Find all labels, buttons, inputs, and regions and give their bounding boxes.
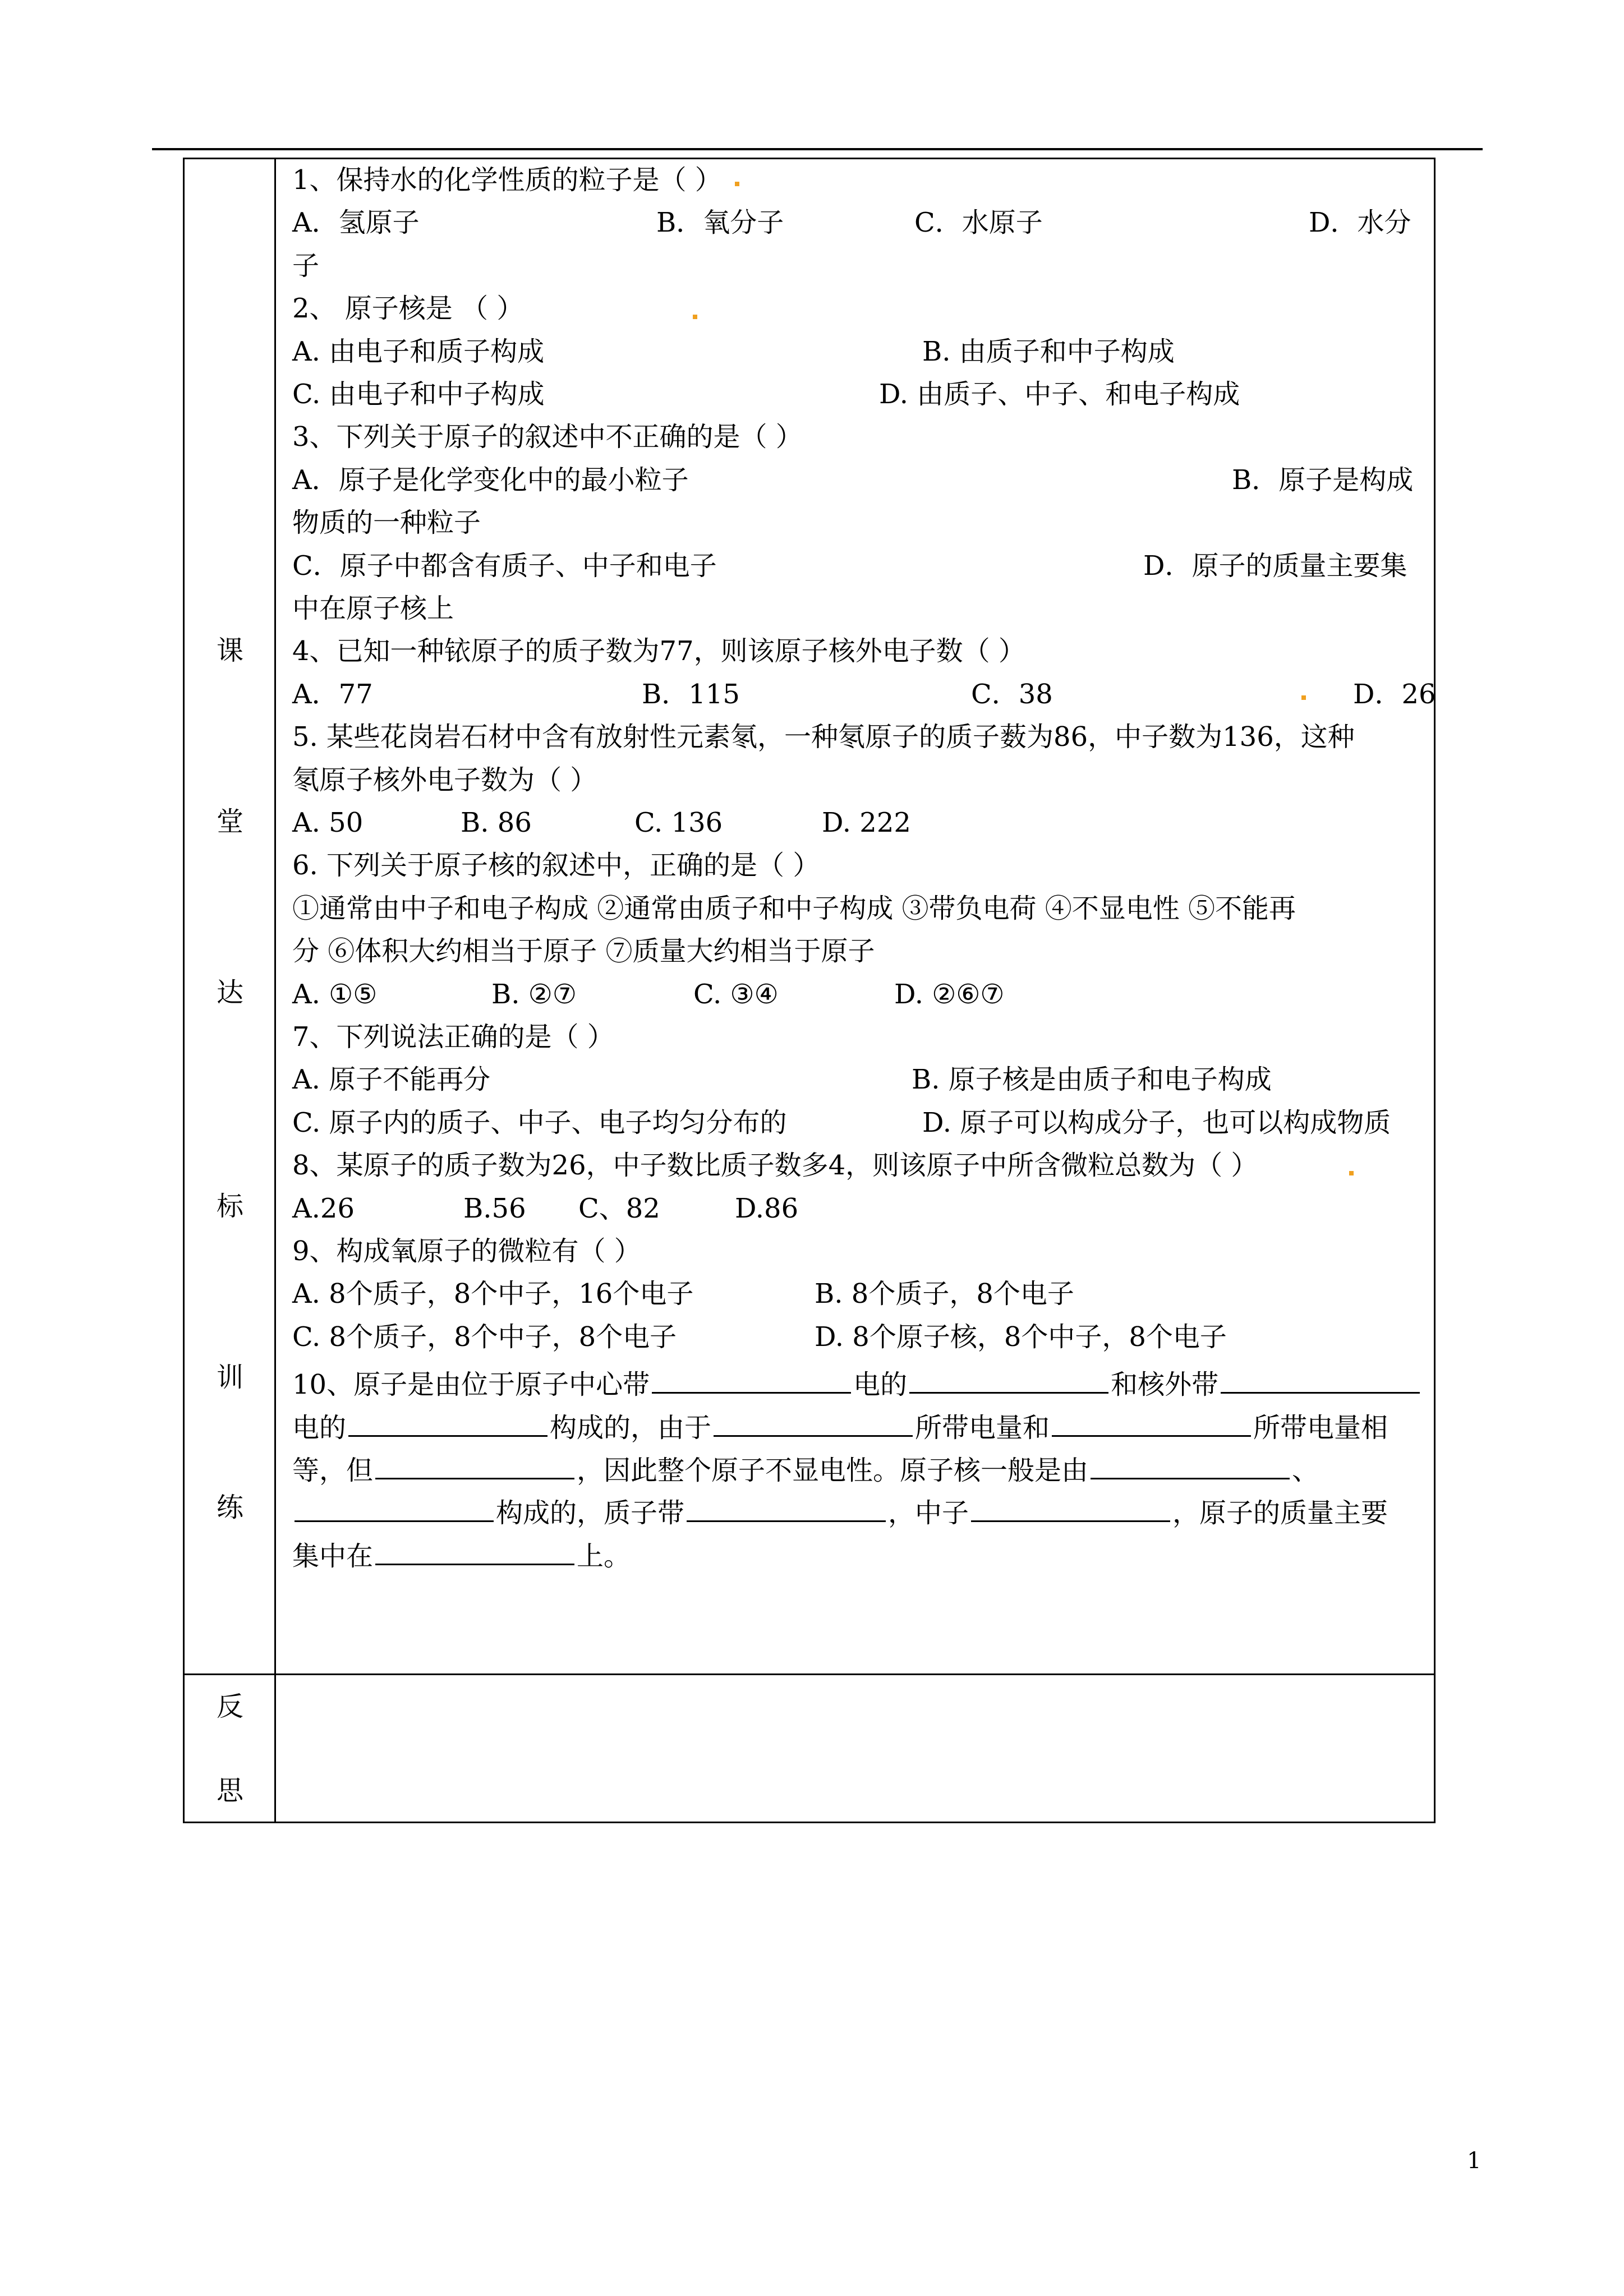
text-line (292, 1530, 1431, 1573)
answer-option: D. 由质子、中子、和电子构成 (879, 379, 1240, 410)
fill-blank[interactable] (687, 1487, 886, 1522)
answer-option: A. 原子不能再分 (292, 1064, 491, 1096)
text-line (292, 587, 1431, 630)
text-line (292, 287, 1431, 330)
text-line (292, 501, 1431, 544)
fill-blank[interactable] (1052, 1401, 1251, 1437)
answer-option: D．水分 (1309, 207, 1411, 239)
text-line (292, 887, 1431, 930)
text-line (292, 801, 1431, 844)
answer-option: A．氢原子 (292, 207, 420, 239)
answer-option: B. 86 (461, 807, 532, 838)
fill-text: 和核外带 (1111, 1369, 1219, 1401)
marker-dot (735, 182, 739, 186)
statement-list: 分 ⑥体积大约相当于原子 ⑦质量大约相当于原子 (292, 935, 875, 967)
fill-text: 构成的，由于 (550, 1412, 712, 1444)
answer-option: C．水原子 (914, 207, 1043, 239)
fill-text: 电的 (853, 1369, 908, 1401)
fill-blank[interactable] (1221, 1358, 1420, 1394)
text-line (292, 844, 1431, 887)
question-stem: 3、下列关于原子的叙述中不正确的是（ ） (292, 421, 803, 453)
reflection-label: 反 (216, 1691, 243, 1722)
side-label: 标 (216, 1191, 243, 1222)
side-label: 训 (216, 1362, 243, 1393)
answer-option: A．77 (292, 678, 373, 710)
answer-option: B. 8个质子，8个电子 (815, 1278, 1074, 1310)
header-rule (152, 148, 1483, 150)
answer-option: B．115 (642, 678, 740, 710)
answer-option: B.56 (463, 1192, 526, 1224)
fill-blank[interactable] (348, 1401, 548, 1437)
marker-dot (1349, 1171, 1354, 1175)
fill-blank[interactable] (714, 1401, 913, 1437)
answer-option: A. 由电子和质子构成 (292, 335, 545, 367)
side-label: 课 (216, 635, 243, 666)
fill-blank[interactable] (375, 1530, 574, 1565)
answer-option: D. ②⑥⑦ (894, 978, 1005, 1010)
text-line (292, 373, 1431, 416)
answer-option: B. ②⑦ (491, 978, 577, 1010)
text-line (292, 716, 1431, 758)
answer-option: C. 原子内的质子、中子、电子均匀分布的 (292, 1106, 787, 1138)
page-number: 1 (1467, 2148, 1482, 2174)
answer-option: D．26 (1353, 678, 1436, 710)
question-stem: 4、已知一种铱原子的质子数为77，则该原子核外电子数（ ） (292, 635, 1025, 667)
text-line (292, 1101, 1431, 1144)
fill-text: 所带电量相 (1253, 1412, 1388, 1444)
text-line (292, 545, 1431, 587)
fill-blank[interactable] (909, 1358, 1108, 1394)
fill-text: 等，但 (292, 1455, 374, 1486)
answer-option: D．原子的质量主要集 (1143, 550, 1407, 582)
text-line (292, 630, 1431, 672)
fill-blank[interactable] (971, 1487, 1170, 1522)
reflection-label: 思 (216, 1775, 243, 1806)
answer-option: B. 由质子和中子构成 (922, 335, 1175, 367)
text-line (292, 1401, 1431, 1444)
text-line (292, 245, 1431, 287)
statement-list: ①通常由中子和电子构成 ②通常由质子和中子构成 ③带负电荷 ④不显电性 ⑤不能再 (292, 892, 1296, 924)
text-line (292, 330, 1431, 373)
answer-option: C、82 (578, 1192, 660, 1224)
text-line (292, 1187, 1431, 1230)
column-divider (274, 158, 276, 1823)
answer-option: A. 8个质子，8个中子，16个电子 (292, 1278, 694, 1310)
question-stem: 6. 下列关于原子核的叙述中，正确的是（ ） (292, 850, 820, 882)
side-label: 堂 (216, 806, 243, 837)
question-stem-cont: 氡原子核外电子数为（ ） (292, 764, 597, 796)
answer-option: C. 8个质子，8个中子，8个电子 (292, 1321, 677, 1353)
marker-dot (1301, 695, 1306, 700)
text-line (292, 1358, 1431, 1401)
fill-text: ，原子的质量主要 (1172, 1497, 1388, 1529)
question-stem: 5. 某些花岗岩石材中含有放射性元素氡，一种氡原子的质子薮为86，中子数为136，这种 (292, 721, 1355, 753)
question-stem: 1、保持水的化学性质的粒子是（ ） (292, 164, 722, 196)
text-line (292, 759, 1431, 801)
answer-option: C. 136 (634, 807, 723, 838)
answer-option: A. ①⑤ (292, 978, 378, 1010)
fill-text: 10、原子是由位于原子中心带 (292, 1369, 650, 1401)
answer-option: D.86 (735, 1192, 799, 1224)
fill-text: 所带电量和 (915, 1412, 1050, 1444)
answer-option: C．原子中都含有质子、中子和电子 (292, 550, 717, 582)
text-line (292, 930, 1431, 972)
text-line (292, 973, 1431, 1016)
fill-text: 构成的，质子带 (496, 1497, 685, 1529)
answer-option: D. 原子可以构成分子，也可以构成物质 (922, 1106, 1391, 1138)
question-stem: 8、某原子的质子数为26，中子数比质子数多4，则该原子中所含微粒总数为（ ） (292, 1150, 1258, 1182)
row-divider (183, 1673, 1436, 1675)
fill-text: 集中在 (292, 1540, 374, 1572)
answer-option: B. 原子核是由质子和电子构成 (912, 1064, 1272, 1096)
answer-option: D. 222 (822, 807, 911, 838)
text-line (292, 1144, 1431, 1187)
answer-option: C. 由电子和中子构成 (292, 379, 545, 410)
question-stem: 7、下列说法正确的是（ ） (292, 1021, 614, 1053)
text-line (292, 1444, 1431, 1487)
text-line (292, 673, 1436, 716)
fill-text: ，中子 (888, 1497, 969, 1529)
answer-option: B．氧分子 (656, 207, 784, 239)
side-label: 练 (216, 1492, 243, 1523)
question-stem: 2、 原子核是 （ ） (292, 293, 524, 325)
fill-text: 、 (1292, 1455, 1319, 1486)
answer-option: C．38 (971, 678, 1053, 710)
fill-blank[interactable] (375, 1444, 574, 1479)
fill-blank[interactable] (652, 1358, 851, 1394)
fill-text: 电的 (292, 1412, 347, 1444)
text-line (292, 201, 1431, 244)
fill-text: ，因此整个原子不显电性。原子核一般是由 (577, 1455, 1089, 1486)
text-line (292, 459, 1431, 501)
text-line (292, 1058, 1431, 1101)
text-line (292, 1230, 1431, 1273)
text-line (292, 416, 1431, 458)
side-label: 达 (216, 977, 243, 1008)
answer-option: A．原子是化学变化中的最小粒子 (292, 464, 689, 496)
answer-option: A.26 (292, 1192, 355, 1224)
text-line (292, 1016, 1431, 1058)
answer-option: C. ③④ (693, 978, 779, 1010)
fill-blank[interactable] (295, 1487, 494, 1522)
answer-option: B．原子是构成 (1232, 464, 1414, 496)
marker-dot (693, 315, 697, 319)
text-line (292, 1316, 1431, 1358)
fill-text: 上。 (577, 1540, 631, 1572)
fill-blank[interactable] (1091, 1444, 1290, 1479)
answer-option-cont: 中在原子核上 (292, 593, 454, 624)
text-line (292, 159, 1431, 201)
answer-option-cont: 子 (292, 250, 320, 282)
text-line (292, 1273, 1431, 1315)
answer-option: D. 8个原子核，8个中子，8个电子 (815, 1321, 1227, 1353)
question-stem: 9、构成氧原子的微粒有（ ） (292, 1235, 641, 1267)
text-line (292, 1487, 1431, 1529)
answer-option: A. 50 (292, 807, 364, 838)
answer-option-cont: 物质的一种粒子 (292, 507, 481, 539)
